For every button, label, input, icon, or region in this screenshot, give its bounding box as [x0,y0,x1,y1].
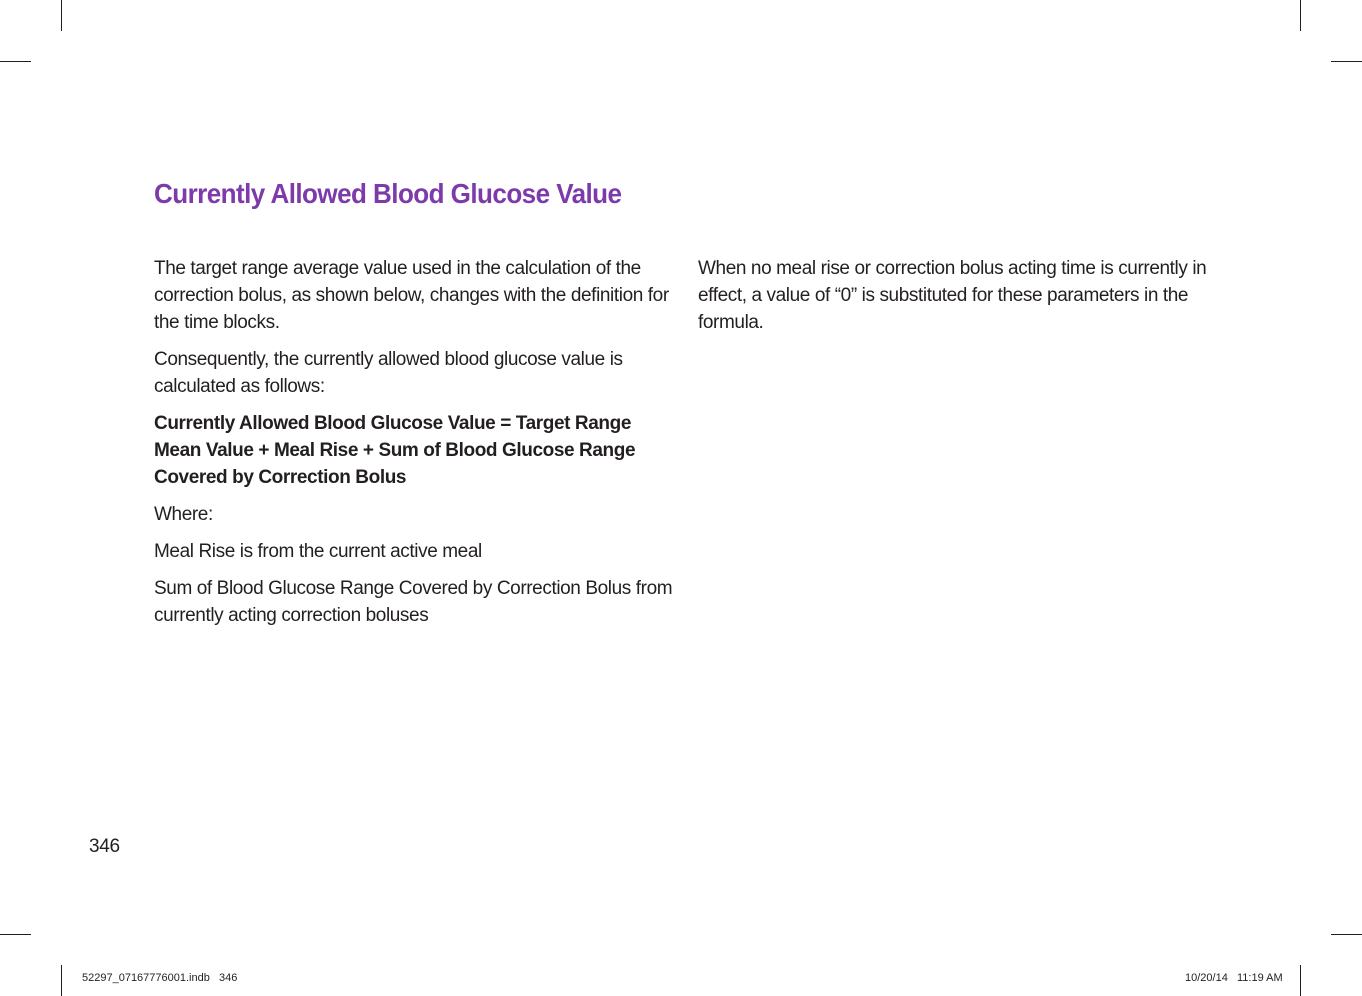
where-label: Where: [154,504,213,525]
crop-mark-bottom-left-horizontal [0,934,31,935]
crop-mark-top-right-vertical [1300,0,1301,31]
crop-mark-bottom-right-horizontal [1331,934,1362,935]
page-number: 346 [89,836,120,857]
correction-range-definition: Sum of Blood Glucose Range Covered by Correction Bolus from currently acting correction boluses [154,578,673,626]
footer-timestamp: 10/20/14 11:19 AM [1185,972,1283,984]
footer-file-slug: 52297_07167776001.indb 346 [82,972,238,984]
meal-rise-definition: Meal Rise is from the current active meal [154,541,482,562]
intro-paragraph: The target range average value used in the calculation of the correction bolus, as shown below, changes with the definition for the time blocks. [154,258,669,333]
left-column [154,255,674,639]
page-title: Currently Allowed Blood Glucose Value [154,178,622,209]
crop-mark-bottom-right-vertical [1300,965,1301,996]
right-column [698,255,1218,346]
zero-substitution-paragraph: When no meal rise or correction bolus acting time is currently in effect, a value of “0” is substituted for these parameters in the formula. [698,258,1207,333]
crop-mark-top-left-vertical [61,0,62,31]
crop-mark-top-right-horizontal [1331,61,1362,62]
crop-mark-bottom-left-vertical [61,965,62,996]
formula-paragraph: Currently Allowed Blood Glucose Value = Target Range Mean Value + Meal Rise + Sum of Blood Glucose Range Covered by Correction Bolus [154,413,636,488]
consequence-paragraph: Consequently, the currently allowed blood glucose value is calculated as follows: [154,349,623,397]
crop-mark-top-left-horizontal [0,61,31,62]
